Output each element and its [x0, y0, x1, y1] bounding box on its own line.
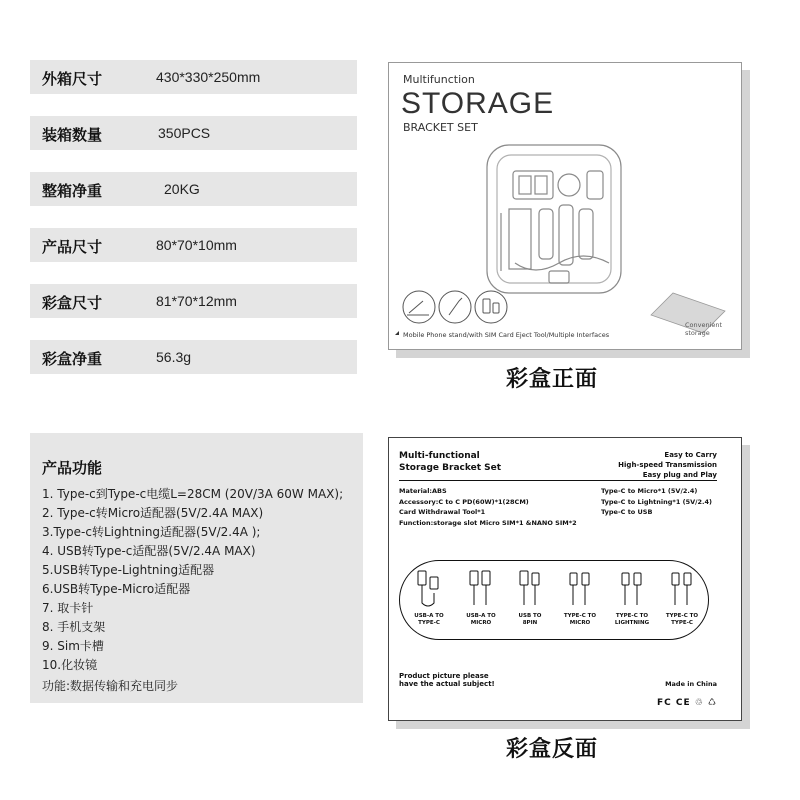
cable-label-line2: MICRO [470, 620, 492, 626]
cable-label [407, 613, 451, 627]
cable-types-panel [399, 560, 709, 640]
certification-marks: FC CE ♲ ♺ [656, 698, 717, 708]
spec-label: 彩盒净重 [42, 350, 103, 368]
spec-value: 430*330*250mm [156, 69, 261, 85]
back-box-spec: Material:ABS [399, 487, 447, 495]
function-item: 7. 取卡针 [42, 601, 94, 615]
function-item: 3.Type-c转Lightning适配器(5V/2.4A ); [42, 525, 261, 539]
back-box-title [399, 450, 501, 474]
spec-row-outer-carton-size [30, 60, 357, 94]
made-in-label: Made in China [665, 680, 717, 688]
back-box-spec: Function:storage slot Micro SIM*1 &NANO SIM*2 [399, 518, 577, 527]
front-box-title: STORAGE [401, 87, 555, 120]
spec-value: 350PCS [158, 125, 211, 141]
back-box-divider [399, 480, 717, 481]
spec-label: 外箱尺寸 [42, 70, 103, 88]
functions-list [42, 485, 343, 675]
function-item: 9. Sim卡槽 [42, 639, 104, 653]
front-box-subtitle2: BRACKET SET [403, 121, 478, 134]
function-item: 6.USB转Type-Micro适配器 [42, 582, 191, 596]
cable-label-line1: USB-A TO [466, 613, 496, 619]
function-item: 4. USB转Type-c适配器(5V/2.4A MAX) [42, 544, 256, 558]
cable-label-line2: TYPE-C [418, 620, 440, 626]
spec-value: 20KG [164, 181, 200, 197]
spec-row-color-box-size [30, 284, 357, 318]
back-box-spec: Accessory:C to C PD(60W)*1(28CM) [399, 497, 529, 506]
cable-label-line1: USB-A TO [414, 613, 444, 619]
cable-label-line2: LIGHTNING [614, 620, 650, 626]
spec-label: 整箱净重 [42, 182, 103, 200]
front-box-subtitle: Multifunction [403, 73, 475, 86]
cable-label [660, 613, 704, 627]
spec-row-color-box-net-weight [30, 340, 357, 374]
spec-label: 彩盒尺寸 [42, 294, 103, 312]
spec-value: 80*70*10mm [156, 237, 237, 253]
front-box-convenient-label: Convenient storage [685, 321, 723, 337]
cable-label-line1: TYPE-C TO [665, 613, 699, 619]
cables-illustration [400, 563, 708, 613]
front-box-caption: 彩盒正面 [506, 367, 599, 392]
back-box-title-line1: Multi-functional [399, 451, 480, 461]
spec-value: 56.3g [156, 349, 192, 365]
functions-summary: 功能:数据传输和充电同步 [42, 679, 179, 693]
cable-label [459, 613, 503, 627]
storage-case-illustration [389, 63, 741, 349]
back-box-note [399, 672, 495, 688]
back-box-feature: High-speed Transmission [618, 461, 717, 469]
back-box-spec-list [399, 486, 577, 528]
back-box-feature: Easy plug and Play [642, 471, 717, 479]
cable-label-line1: TYPE-C TO [563, 613, 597, 619]
product-functions-panel [30, 433, 363, 703]
functions-title: 产品功能 [42, 459, 103, 477]
cable-label-line1: USB TO [518, 613, 542, 619]
back-box-title-line2: Storage Bracket Set [399, 463, 502, 473]
back-box-spec: Card Withdrawal Tool*1 [399, 508, 486, 516]
function-item: 1. Type-c到Type-c电缆L=28CM (20V/3A 60W MAX); [42, 487, 344, 501]
cable-label-line2: TYPE-C [671, 620, 693, 626]
function-item: 8. 手机支架 [42, 620, 106, 634]
back-box-note-line1: Product picture please [399, 672, 489, 680]
spec-label: 产品尺寸 [42, 238, 103, 256]
spec-label: 装箱数量 [42, 126, 103, 144]
back-box-note-line2: have the actual subject! [399, 680, 495, 688]
function-item: 5.USB转Type-Lightning适配器 [42, 563, 215, 577]
back-box-spec-list-right [601, 486, 712, 518]
back-box-spec: Type-C to Lightning*1 (5V/2.4) [601, 497, 712, 506]
cable-label-line2: 8PIN [522, 620, 538, 626]
front-box-features-caption: Mobile Phone stand/with SIM Card Eject Tool/Multiple Interfaces [403, 331, 610, 339]
back-box-features [618, 450, 717, 480]
cable-label [508, 613, 552, 627]
cable-label [558, 613, 602, 627]
spec-row-carton-net-weight [30, 172, 357, 206]
spec-value: 81*70*12mm [156, 293, 237, 309]
cable-label-line1: TYPE-C TO [615, 613, 649, 619]
function-item: 10.化妆镜 [42, 658, 98, 672]
cable-label [610, 613, 654, 627]
back-box-spec: Type-C to USB [601, 508, 653, 516]
cable-label-line2: MICRO [569, 620, 591, 626]
spec-row-product-size [30, 228, 357, 262]
back-box-feature: Easy to Carry [664, 451, 717, 459]
back-box-spec: Type-C to Micro*1 (5V/2.4) [601, 487, 698, 495]
function-item: 2. Type-c转Micro适配器(5V/2.4A MAX) [42, 506, 264, 520]
spec-row-packing-quantity [30, 116, 357, 150]
color-box-back-image [388, 437, 742, 721]
color-box-front-image [388, 62, 742, 350]
back-box-caption: 彩盒反面 [506, 737, 599, 762]
